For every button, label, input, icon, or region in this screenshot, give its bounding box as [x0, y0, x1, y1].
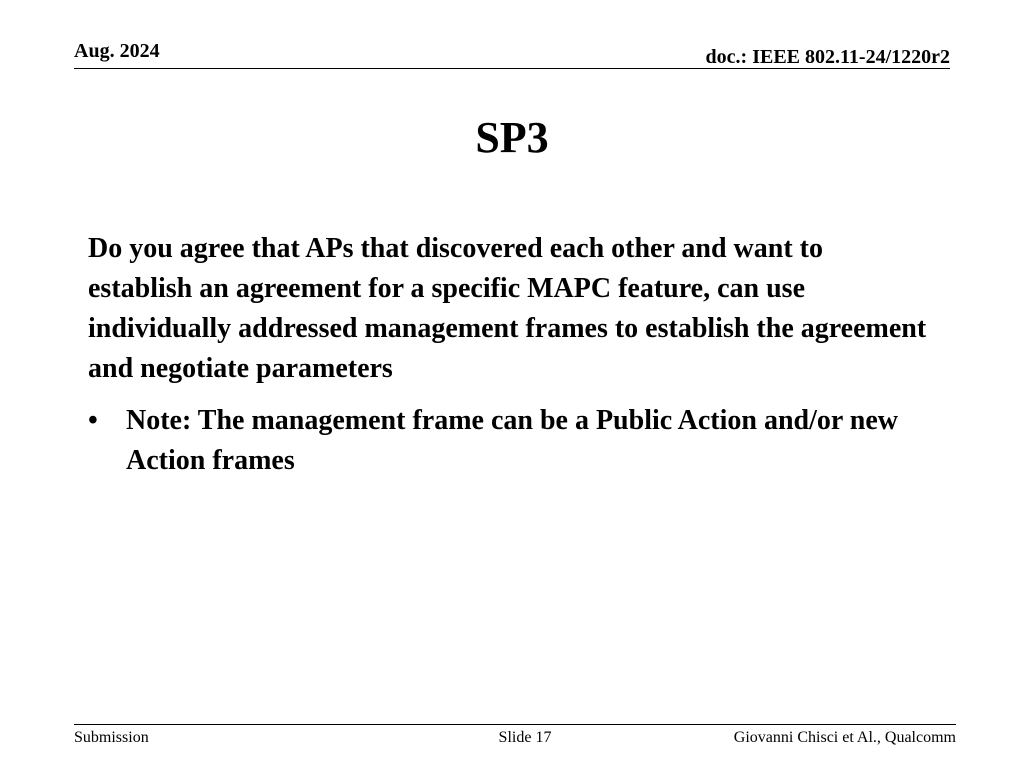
bullet-text: Note: The management frame can be a Public Action and/or new Action frames [126, 405, 899, 476]
header-date: Aug. 2024 [74, 40, 160, 62]
footer-slide-number: Slide 17 [498, 729, 552, 746]
body-paragraph: Do you agree that APs that discovered each other and want to establish an agreement for a specific MAPC feature, can use individually addressed management frames to establish the agreement and negotiate parameters [88, 233, 927, 384]
slide-title: SP3 [475, 113, 549, 162]
slide-content [88, 229, 928, 481]
header-divider [74, 68, 950, 69]
header-doc-id: doc.: IEEE 802.11-24/1220r2 [705, 46, 950, 68]
bullet-item [88, 401, 928, 481]
footer-authors: Giovanni Chisci et Al., Qualcomm [733, 729, 956, 746]
bullet-marker: • [88, 405, 98, 436]
footer-submission: Submission [74, 729, 149, 746]
footer-divider [74, 724, 956, 725]
